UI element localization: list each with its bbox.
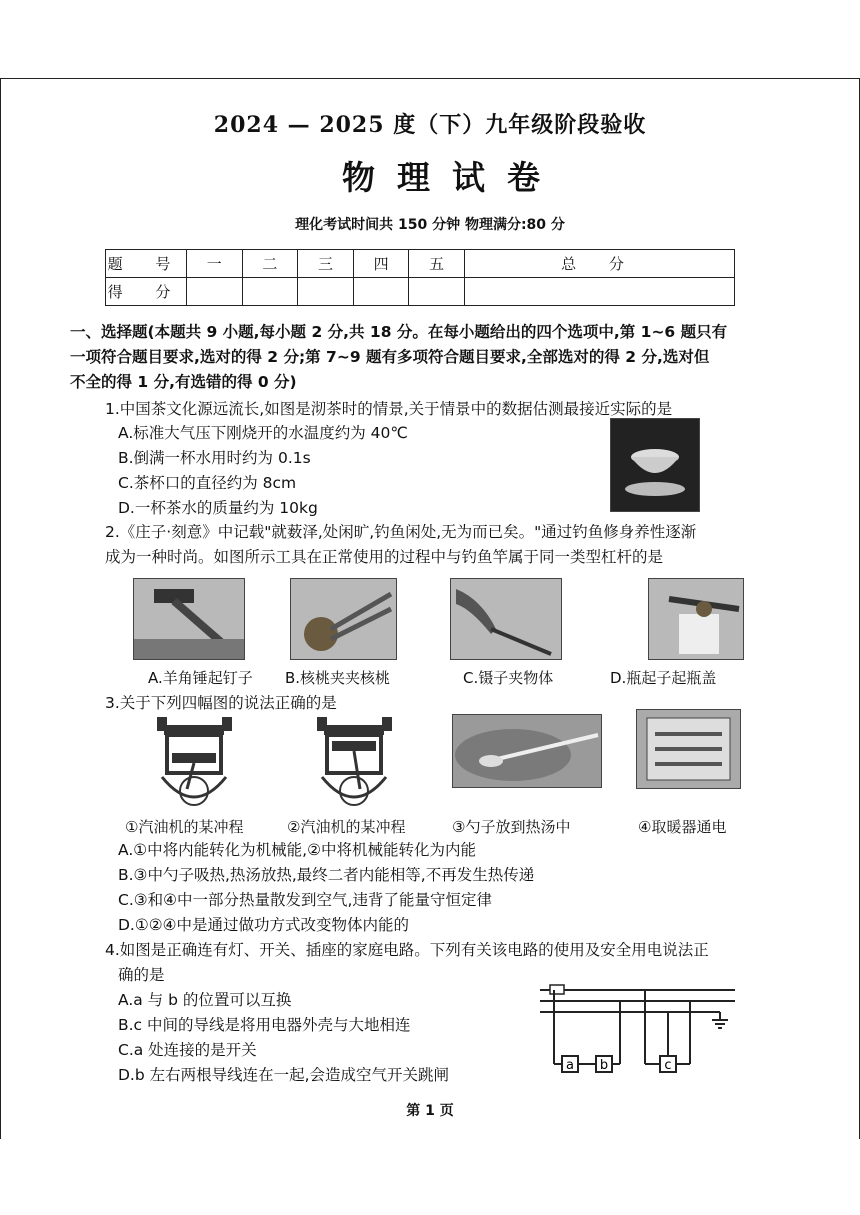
nutcracker-icon <box>291 579 396 659</box>
heater-photo <box>636 709 741 789</box>
score-cell: 总 分 <box>464 250 734 278</box>
label-c: c <box>664 1058 672 1073</box>
score-cell: 三 <box>298 250 354 278</box>
q3-option-a: A.①中将内能转化为机械能,②中将机械能转化为内能 <box>118 841 476 859</box>
score-cell: 二 <box>242 250 298 278</box>
score-cell: 题 号 <box>106 250 187 278</box>
q4-option-d: D.b 左右两根导线连在一起,会造成空气开关跳闸 <box>118 1066 450 1084</box>
q2-stem-line1: 2.《庄子·刻意》中记载"就薮泽,处闲旷,钓鱼闲处,无为而已矣。"通过钓鱼修身养性逐渐 <box>105 523 697 541</box>
teacup-icon <box>611 419 699 511</box>
hammer-icon <box>134 579 244 659</box>
q3-option-b: B.③中勺子吸热,热汤放热,最终二者内能相等,不再发生热传递 <box>118 866 535 884</box>
q2-stem-line2: 成为一种时尚。如图所示工具在正常使用的过程中与钓鱼竿属于同一类型杠杆的是 <box>105 548 664 566</box>
score-cell: 五 <box>409 250 465 278</box>
q4-stem-line2: 确的是 <box>118 966 165 984</box>
q1-stem: 1.中国茶文化源远流长,如图是沏茶时的情景,关于情景中的数据估测最接近实际的是 <box>105 400 673 418</box>
tweezers-icon <box>451 579 561 659</box>
spoon-in-soup-photo <box>452 714 602 788</box>
exam-subtitle: 理化考试时间共 150 分钟 物理满分:80 分 <box>295 217 565 233</box>
q2-caption-a: A.羊角锤起钉子 <box>148 669 253 687</box>
score-table <box>105 249 735 306</box>
q3-caption-1: ①汽油机的某冲程 <box>125 818 244 836</box>
score-input-cell[interactable] <box>464 278 734 306</box>
heater-icon <box>637 710 740 788</box>
exam-title: 物理试卷 <box>342 158 562 197</box>
section1-instructions-line2: 一项符合题目要求,选对的得 2 分;第 7~9 题有多项符合题目要求,全部选对的得 2 分,选对但 <box>70 348 710 366</box>
label-a: a <box>566 1058 574 1073</box>
q3-option-d: D.①②④中是通过做功方式改变物体内能的 <box>118 916 410 934</box>
page-number: 第 1 页 <box>406 1103 454 1119</box>
score-table-score-row <box>106 278 735 306</box>
q4-option-a: A.a 与 b 的位置可以互换 <box>118 991 292 1009</box>
q4-option-c: C.a 处连接的是开关 <box>118 1041 257 1059</box>
tweezers-photo <box>450 578 562 660</box>
bottle-opener-icon <box>649 579 743 659</box>
q3-caption-2: ②汽油机的某冲程 <box>287 818 406 836</box>
section1-instructions-line1: 一、选择题(本题共 9 小题,每小题 2 分,共 18 分。在每小题给出的四个选项中,第 1~6 题只有 <box>70 323 728 341</box>
q3-caption-3: ③勺子放到热汤中 <box>452 818 571 836</box>
section1-instructions-line3: 不全的得 1 分,有选错的得 0 分) <box>70 373 297 391</box>
score-cell: 得 分 <box>106 278 187 306</box>
claw-hammer-photo <box>133 578 245 660</box>
score-table-header-row <box>106 250 735 278</box>
q1-option-a: A.标准大气压下刚烧开的水温度约为 40℃ <box>118 424 408 442</box>
q3-option-c: C.③和④中一部分热量散发到空气,违背了能量守恒定律 <box>118 891 492 909</box>
exam-title-line1: 2024 — 2025 度（下）九年级阶段验收 <box>213 112 647 138</box>
spoon-icon <box>453 715 601 787</box>
q2-caption-d: D.瓶起子起瓶盖 <box>610 669 717 687</box>
tea-pouring-photo <box>610 418 700 512</box>
score-input-cell[interactable] <box>298 278 354 306</box>
label-b: b <box>599 1058 609 1073</box>
q4-option-b: B.c 中间的导线是将用电器外壳与大地相连 <box>118 1016 411 1034</box>
engine-stroke-1-diagram <box>152 717 237 807</box>
q3-stem: 3.关于下列四幅图的说法正确的是 <box>105 694 337 712</box>
score-input-cell[interactable] <box>409 278 465 306</box>
score-input-cell[interactable] <box>353 278 409 306</box>
q1-option-c: C.茶杯口的直径约为 8cm <box>118 474 297 492</box>
q4-stem-line1: 4.如图是正确连有灯、开关、插座的家庭电路。下列有关该电路的使用及安全用电说法正 <box>105 941 709 959</box>
bottle-opener-photo <box>648 578 744 660</box>
engine-stroke-2-diagram <box>312 717 397 807</box>
score-input-cell[interactable] <box>187 278 243 306</box>
q1-option-d: D.一杯茶水的质量约为 10kg <box>118 499 318 517</box>
nutcracker-photo <box>290 578 397 660</box>
score-cell: 一 <box>187 250 243 278</box>
score-input-cell[interactable] <box>242 278 298 306</box>
q2-caption-c: C.镊子夹物体 <box>463 669 554 687</box>
score-cell: 四 <box>353 250 409 278</box>
q2-caption-b: B.核桃夹夹核桃 <box>285 669 391 687</box>
household-circuit-diagram <box>540 984 740 1076</box>
q1-option-b: B.倒满一杯水用时约为 0.1s <box>118 449 311 467</box>
q3-caption-4: ④取暖器通电 <box>638 818 727 836</box>
fuse-icon <box>550 985 564 994</box>
